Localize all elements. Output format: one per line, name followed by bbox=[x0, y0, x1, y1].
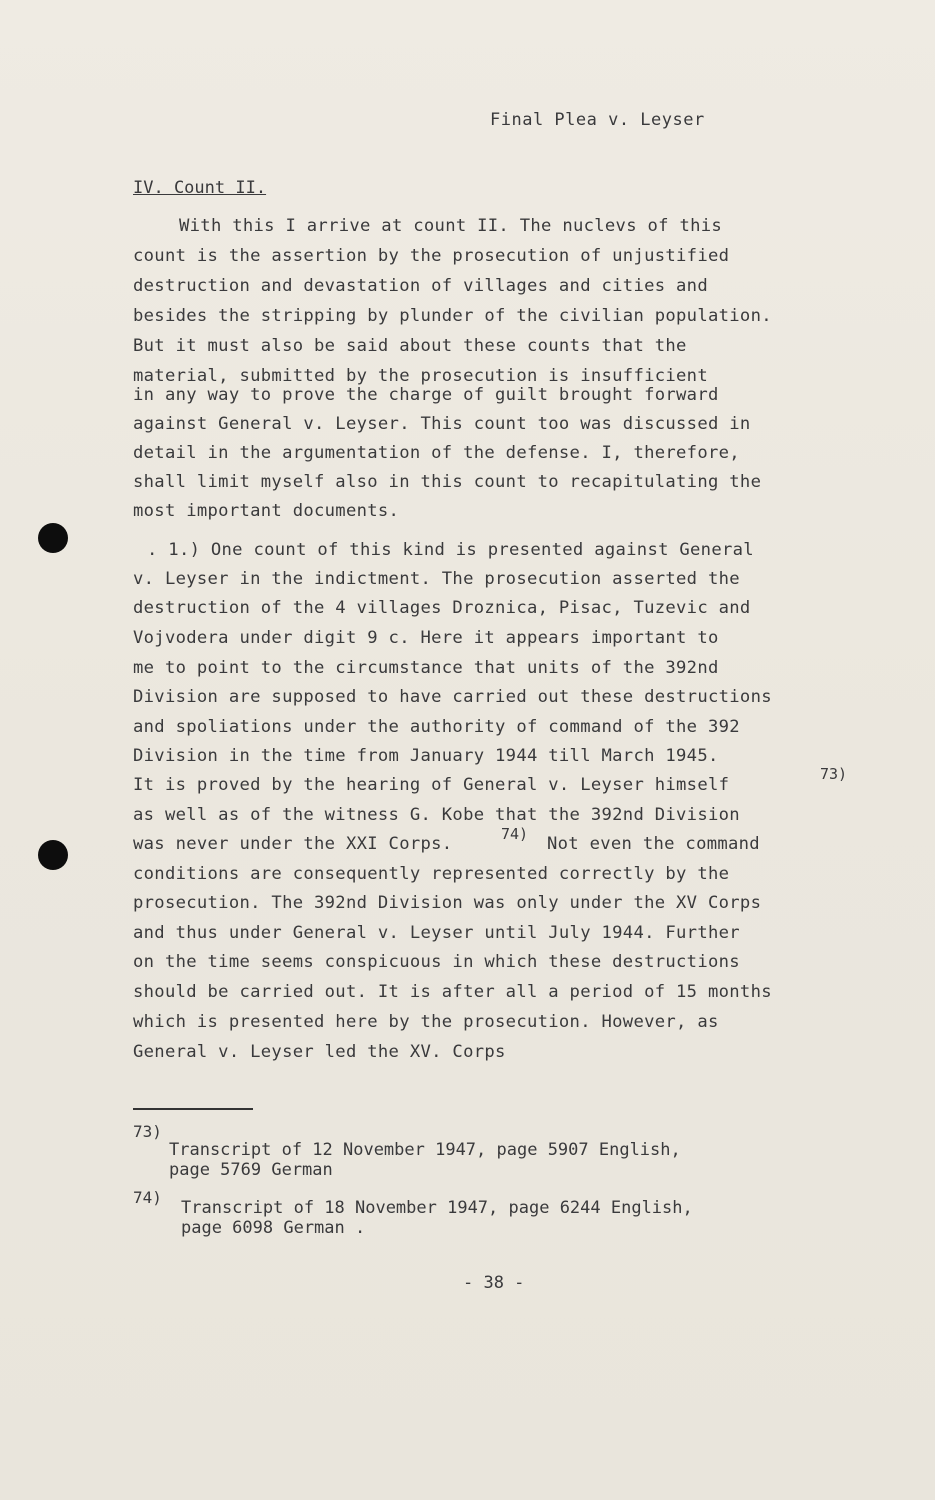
text-line: destruction of the 4 villages Droznica, Pisac, Tuzevic and bbox=[133, 598, 751, 618]
text-line: was never under the XXI Corps. bbox=[133, 834, 453, 854]
section-heading: IV. Count II. bbox=[133, 178, 267, 198]
footnote-divider bbox=[133, 1108, 253, 1110]
text-line: most important documents. bbox=[133, 501, 400, 521]
text-line: . 1.) One count of this kind is presented against General bbox=[147, 540, 754, 560]
text-line: prosecution. The 392nd Division was only under the XV Corps bbox=[133, 893, 762, 913]
text-line: and spoliations under the authority of command of the 392 bbox=[133, 717, 740, 737]
footnote-reference-74: 74) bbox=[501, 825, 529, 843]
text-line: But it must also be said about these counts that the bbox=[133, 336, 687, 356]
footnote-text: page 6098 German . bbox=[181, 1218, 366, 1238]
text-line: material, submitted by the prosecution is insufficient bbox=[133, 366, 708, 386]
text-line: With this I arrive at count II. The nuclevs of this bbox=[179, 216, 723, 236]
text-line: Division in the time from January 1944 till March 1945. bbox=[133, 746, 719, 766]
text-line: against General v. Leyser. This count too was discussed in bbox=[133, 414, 751, 434]
footnote-reference-73: 73) bbox=[820, 765, 848, 783]
text-line: conditions are consequently represented correctly by the bbox=[133, 864, 730, 884]
text-line: Vojvodera under digit 9 c. Here it appears important to bbox=[133, 628, 719, 648]
text-line: which is presented here by the prosecution. However, as bbox=[133, 1012, 719, 1032]
text-line: besides the stripping by plunder of the civilian population. bbox=[133, 306, 772, 326]
text-line: as well as of the witness G. Kobe that the 392nd Division bbox=[133, 805, 740, 825]
footnote-text: page 5769 German bbox=[169, 1160, 333, 1180]
text-line: in any way to prove the charge of guilt brought forward bbox=[133, 385, 719, 405]
text-line: shall limit myself also in this count to recapitulating the bbox=[133, 472, 762, 492]
footnote-text: Transcript of 12 November 1947, page 5907 English, bbox=[169, 1140, 681, 1160]
footnote-text: Transcript of 18 November 1947, page 6244 English, bbox=[181, 1198, 693, 1218]
text-line: me to point to the circumstance that units of the 392nd bbox=[133, 658, 719, 678]
text-line: on the time seems conspicuous in which these destructions bbox=[133, 952, 740, 972]
page-header-title: Final Plea v. Leyser bbox=[490, 110, 705, 130]
text-line: count is the assertion by the prosecution of unjustified bbox=[133, 246, 730, 266]
punch-hole-bottom bbox=[38, 840, 68, 870]
page-number: - 38 - bbox=[463, 1273, 525, 1293]
text-line: v. Leyser in the indictment. The prosecution asserted the bbox=[133, 569, 740, 589]
text-line: It is proved by the hearing of General v. Leyser himself bbox=[133, 775, 730, 795]
text-line: destruction and devastation of villages and cities and bbox=[133, 276, 708, 296]
punch-hole-top bbox=[38, 523, 68, 553]
footnote-number: 73) bbox=[133, 1122, 162, 1141]
text-line: and thus under General v. Leyser until July 1944. Further bbox=[133, 923, 740, 943]
text-line: Division are supposed to have carried out these destructions bbox=[133, 687, 772, 707]
footnote-number: 74) bbox=[133, 1188, 162, 1207]
text-line: detail in the argumentation of the defense. I, therefore, bbox=[133, 443, 740, 463]
text-line: Not even the command bbox=[547, 834, 760, 854]
text-line: General v. Leyser led the XV. Corps bbox=[133, 1042, 506, 1062]
text-line: should be carried out. It is after all a period of 15 months bbox=[133, 982, 772, 1002]
